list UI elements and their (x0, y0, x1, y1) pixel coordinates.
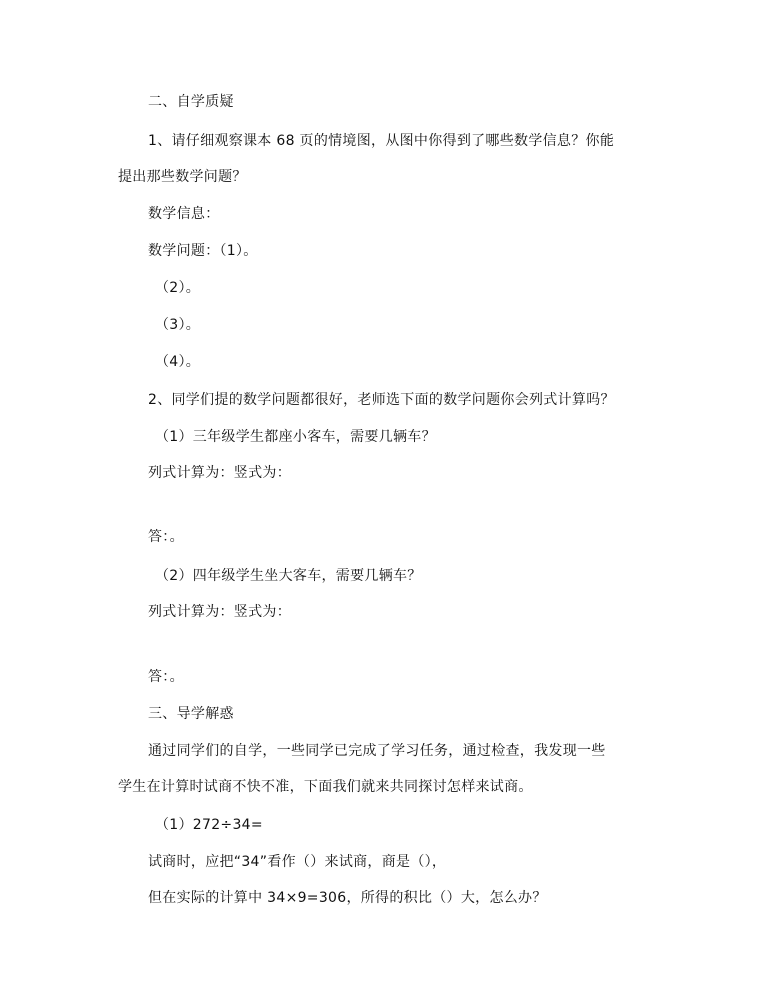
math-problem-4: （4）。 (155, 354, 201, 370)
trial-quotient-line: 试商时，应把“34”看作（）来试商，商是（）， (148, 854, 447, 870)
example-1: （1）272÷34= (155, 817, 263, 833)
math-problem-1: 数学问题：（1）。 (148, 243, 258, 259)
math-info-label: 数学信息： (148, 206, 220, 222)
sub-question-2-answer: 答：。 (148, 669, 184, 685)
sub-question-1-answer: 答：。 (148, 529, 184, 545)
question-1-line-1: 1、请仔细观察课本 68 页的情境图，从图中你得到了哪些数学信息？你能 (148, 133, 615, 149)
section-3-heading: 三、导学解惑 (148, 706, 234, 722)
paragraph-line-2: 学生在计算时试商不快不准，下面我们就来共同探讨怎样来试商。 (118, 779, 533, 795)
sub-question-2: （2）四年级学生坐大客车，需要几辆车？ (155, 568, 422, 584)
sub-question-1-calc: 列式计算为：竖式为： (148, 465, 291, 481)
sub-question-1: （1）三年级学生都座小客车，需要几辆车？ (155, 429, 436, 445)
section-2-heading: 二、自学质疑 (148, 94, 234, 110)
question-2: 2、同学们提的数学问题都很好，老师选下面的数学问题你会列式计算吗？ (148, 392, 615, 408)
math-problem-3: （3）。 (155, 317, 201, 333)
paragraph-line-1: 通过同学们的自学，一些同学已完成了学习任务，通过检查，我发现一些 (148, 743, 606, 759)
actual-calculation-line: 但在实际的计算中 34×9=306，所得的积比（）大，怎么办？ (148, 890, 547, 906)
question-1-line-2: 提出那些数学问题？ (118, 169, 247, 185)
math-problem-2: （2）。 (155, 280, 201, 296)
sub-question-2-calc: 列式计算为：竖式为： (148, 604, 291, 620)
